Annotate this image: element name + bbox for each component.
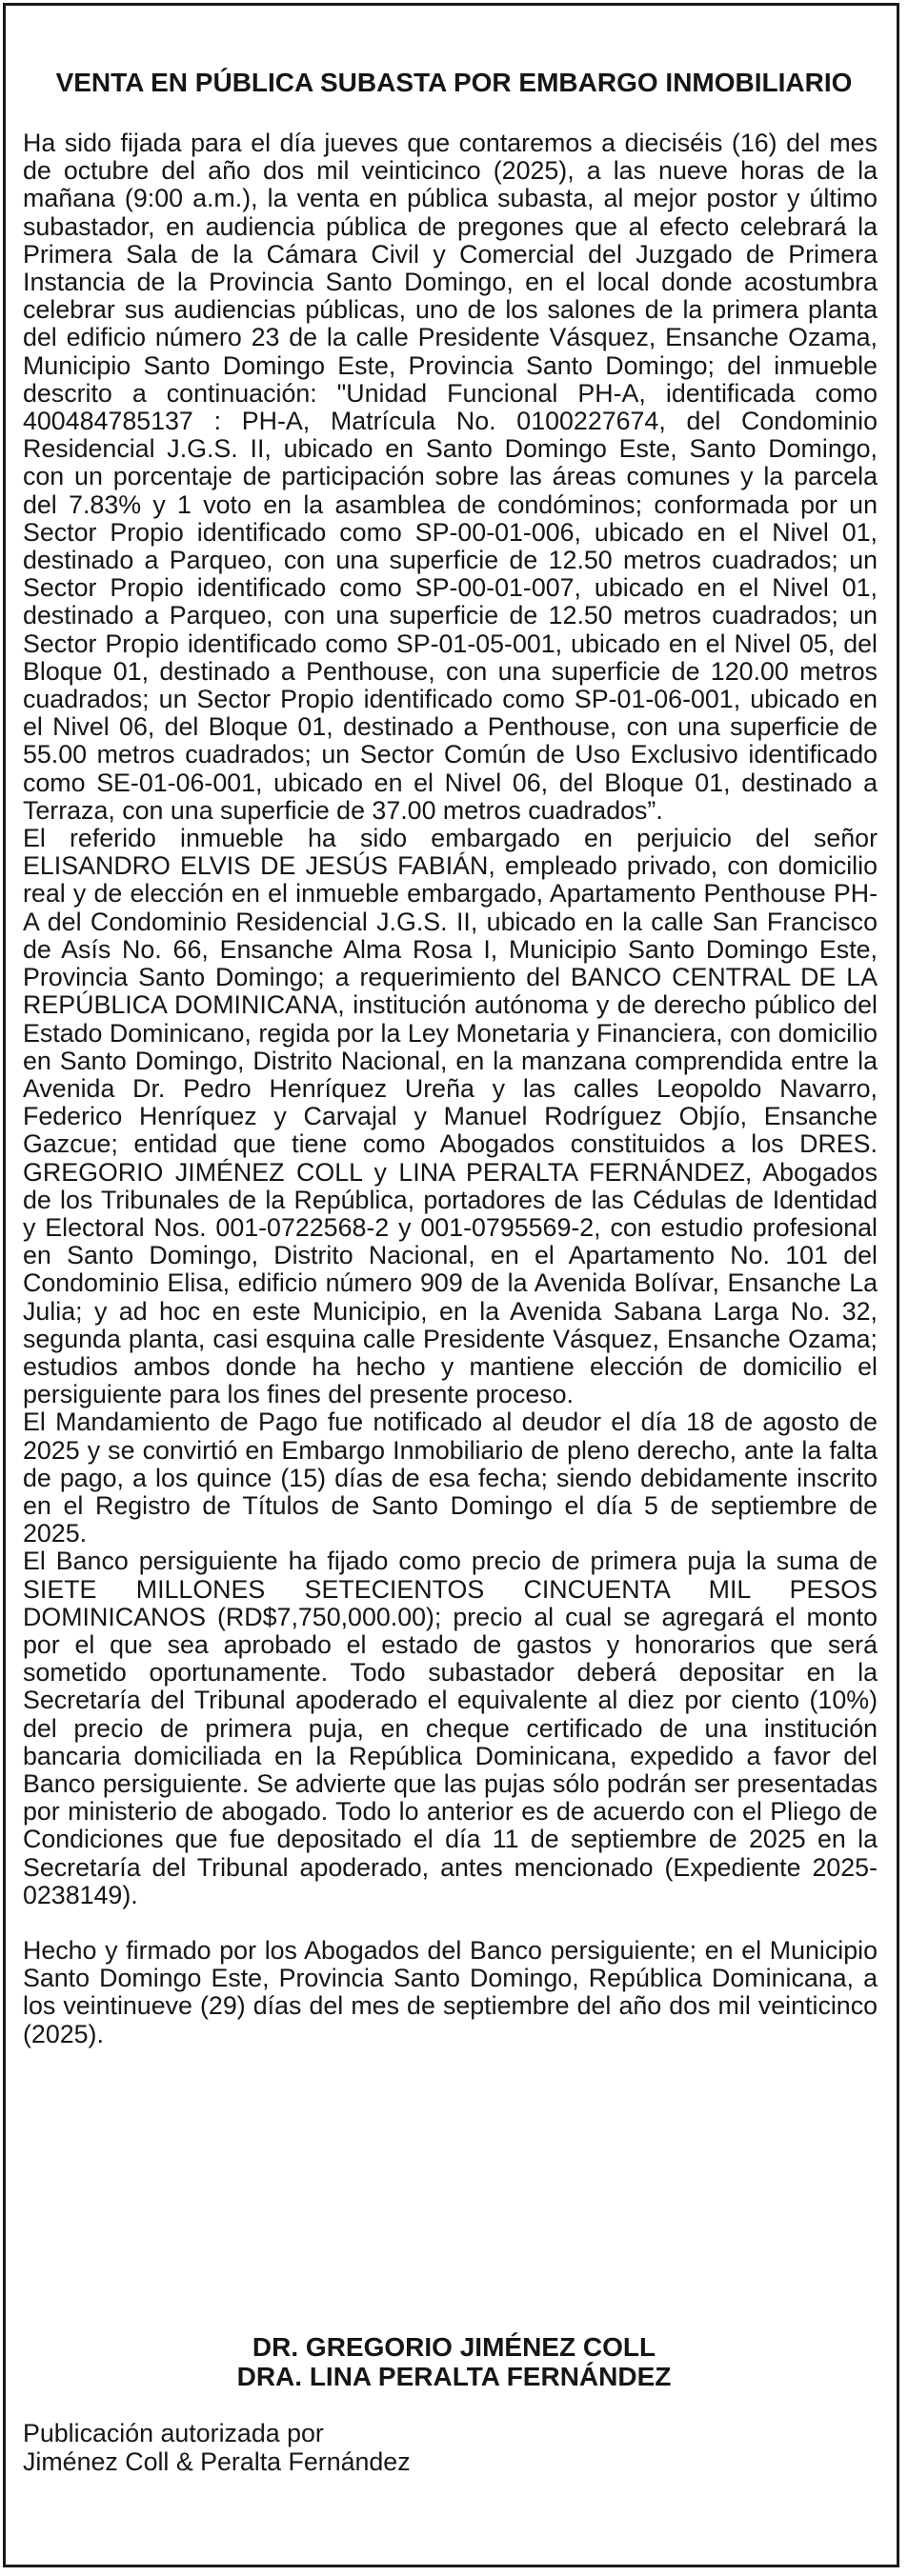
paragraph-seizure-parties: El referido inmueble ha sido embargado en perjuicio del señor ELISANDRO ELVIS DE JESÚS FABIÁN, empleado privado, con domicilio real y de elección en el inmueble embargado, Apartamento Penthouse PH-A del Condominio Residencial J.G.S. II, ubicado en la calle San Francisco de Asís No. 66, Ensanche Alma Rosa I, Municipio Santo Domingo Este, Provincia Santo Domingo; a requerimiento del BANCO CENTRAL DE LA REPÚBLICA DOMINICANA, institución autónoma y de derecho público del Estado Dominicano, regida por la Ley Monetaria y Financiera, con domicilio en Santo Domingo, Distrito Nacional, en la manzana comprendida entre la Avenida Dr. Pedro Henríquez Ureña y las calles Leopoldo Navarro, Federico Henríquez y Carvajal y Manuel Rodríguez Objío, Ensanche Gazcue; entidad que tiene como Abogados constituidos a los DRES. GREGORIO JIMÉNEZ COLL y LINA PERALTA FERNÁNDEZ, Abogados de los Tribunales de la República, portadores de las Cédulas de Identidad y Electoral Nos. 001-0722568-2 y 001-0795569-2, con estudio profesional en Santo Domingo, Distrito Nacional, en el Apartamento No. 101 del Condominio Elisa, edificio número 909 de la Avenida Bolívar, Ensanche La Julia; y ad hoc en este Municipio, en la Avenida Sabana Larga No. 32, segunda planta, casi esquina calle Presidente Vásquez, Ensanche Ozama; estudios ambos donde ha hecho y mantiene elección de domicilio el persiguiente para los fines del presente proceso. [23, 824, 878, 1409]
paragraph-signed-statement: Hecho y firmado por los Abogados del Banco persiguiente; en el Municipio Santo Domingo Este, Provincia Santo Domingo, República Dominicana, a los veintinueve (29) días del mes de septiembre del año dos mil veinticinco (2025). [23, 1936, 878, 2048]
notice-title: VENTA EN PÚBLICA SUBASTA POR EMBARGO INMOBILIARIO [55, 68, 853, 97]
publication-credit-line: Jiménez Coll & Peralta Fernández [23, 2447, 411, 2476]
paragraph-first-bid-price: El Banco persiguiente ha fijado como precio de primera puja la suma de SIETE MILLONES SETECIENTOS CINCUENTA MIL PESOS DOMINICANOS (RD$7,750,000.00); precio al cual se agregará el monto por el que sea aprobado el estado de gastos y honorarios que será sometido oportunamente. Todo subastador deberá depositar en la Secretaría del Tribunal apoderado el equivalente al diez por ciento (10%) del precio de primera puja, en cheque certificado de una institución bancaria domiciliada en la República Dominicana, expedido a favor del Banco persiguiente. Se advierte que las pujas sólo podrán ser presentadas por ministerio de abogado. Todo lo anterior es de acuerdo con el Pliego de Condiciones que fue depositado el día 11 de septiembre de 2025 en la Secretaría del Tribunal apoderado, antes mencionado (Expediente 2025-0238149). [23, 1547, 878, 1909]
signature-block [23, 2332, 885, 2391]
signature-name: DR. GREGORIO JIMÉNEZ COLL [252, 2332, 656, 2362]
paragraph-auction-details: Ha sido fijada para el día jueves que contaremos a dieciséis (16) del mes de octubre del año dos mil veinticinco (2025), a las nueve horas de la mañana (9:00 a.m.), la venta en pública subasta, al mejor postor y último subastador, en audiencia pública de pregones que al efecto celebrará la Primera Sala de la Cámara Civil y Comercial del Juzgado de Primera Instancia de la Provincia Santo Domingo, en el local donde acostumbra celebrar sus audiencias públicas, uno de los salones de la primera planta del edificio número 23 de la calle Presidente Vásquez, Ensanche Ozama, Municipio Santo Domingo Este, Provincia Santo Domingo; del inmueble descrito a continuación: "Unidad Funcional PH-A, identificada como 400484785137 : PH-A, Matrícula No. 0100227674, del Condominio Residencial J.G.S. II, ubicado en Santo Domingo Este, Santo Domingo, con un porcentaje de participación sobre las áreas comunes y la parcela del 7.83% y 1 voto en la asamblea de condóminos; conformada por un Sector Propio identificado como SP-00-01-006, ubicado en el Nivel 01, destinado a Parqueo, con una superficie de 12.50 metros cuadrados; un Sector Propio identificado como SP-00-01-007, ubicado en el Nivel 01, destinado a Parqueo, con una superficie de 12.50 metros cuadrados; un Sector Propio identificado como SP-01-05-001, ubicado en el Nivel 05, del Bloque 01, destinado a Penthouse, con una superficie de 120.00 metros cuadrados; un Sector Propio identificado como SP-01-06-001, ubicado en el Nivel 06, del Bloque 01, destinado a Penthouse, con una superficie de 55.00 metros cuadrados; un Sector Común de Uso Exclusivo identificado como SE-01-06-001, ubicado en el Nivel 06, del Bloque 01, destinado a Terraza, con una superficie de 37.00 metros cuadrados”. [23, 129, 878, 825]
publication-credit [23, 2419, 878, 2476]
signature-name: DRA. LINA PERALTA FERNÁNDEZ [236, 2362, 672, 2391]
notice-body [23, 130, 878, 2048]
paragraph-payment-order: El Mandamiento de Pago fue notificado al deudor el día 18 de agosto de 2025 y se convirtió en Embargo Inmobiliario de pleno derecho, ante la falta de pago, a los quince (15) días de esa fecha; siendo debidamente inscrito en el Registro de Títulos de Santo Domingo el día 5 de septiembre de 2025. [23, 1408, 878, 1548]
publication-credit-line: Publicación autorizada por [23, 2419, 324, 2447]
